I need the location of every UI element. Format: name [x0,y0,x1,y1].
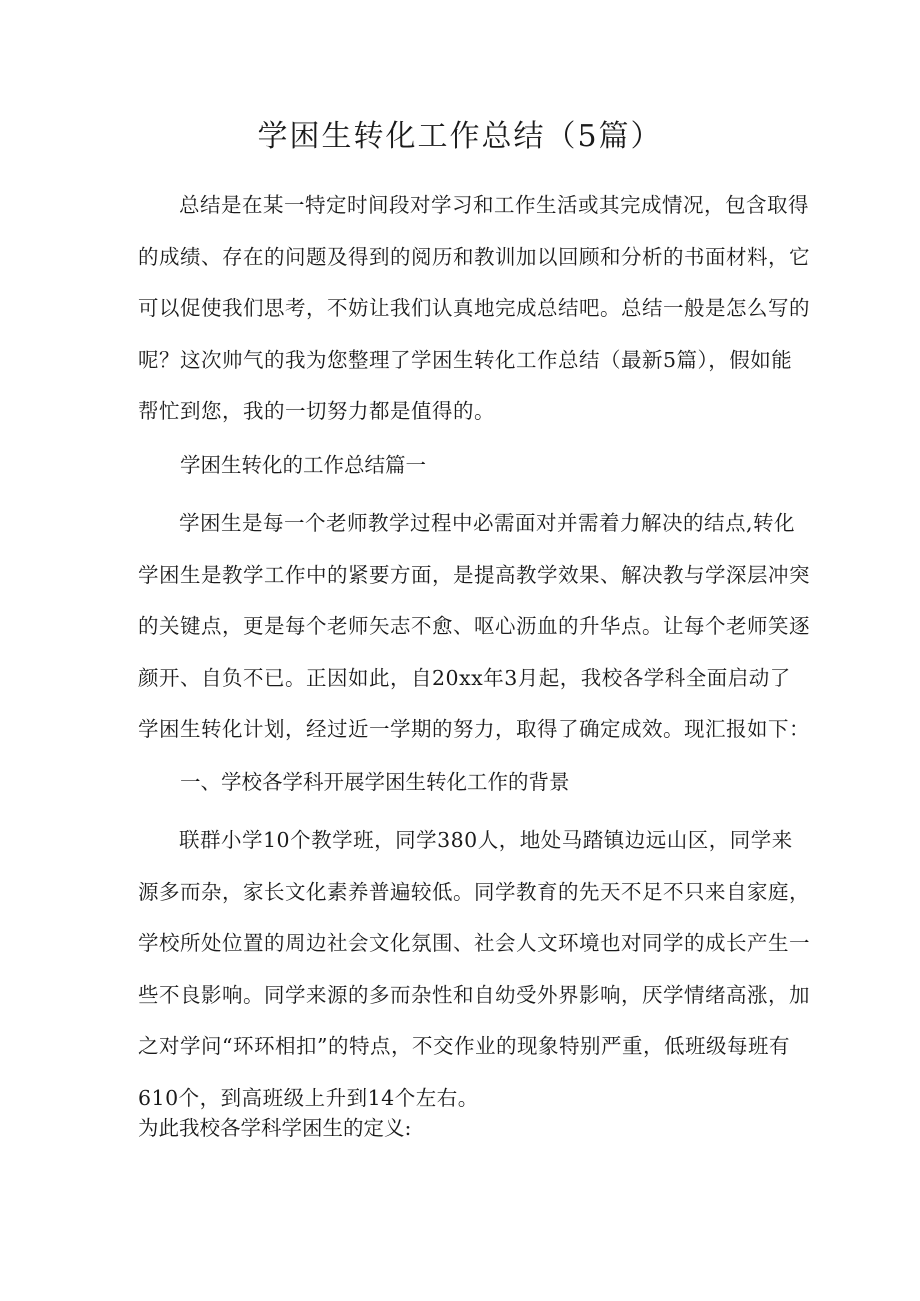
para2-line: 源多而杂，家长文化素养普遍较低。同学教育的先天不足不只来自家庭， [138,879,810,904]
intro-line: 总结是在某一特定时间段对学习和工作生活或其完成情况，包含取得 [179,193,809,217]
para2-line: 联群小学10个教学班，同学380人，地处马踏镇边远山区，同学来 [179,828,793,852]
para2-line: 610个，到高班级上升到14个左右。 [138,1085,479,1110]
para1-line: 学困生是教学工作中的紧要方面，是提高教学效果、解决教与学深层冲突 [138,562,810,587]
para1-line: 的关键点，更是每个老师矢志不愈、呕心沥血的升华点。让每个老师笑逐 [138,614,810,638]
background-paragraph [138,815,810,1124]
document-title: 学困生转化工作总结（5篇） [257,119,663,154]
para2-line: 些不良影响。同学来源的多而杂性和自幼受外界影响，厌学情绪高涨，加 [138,982,810,1007]
closing-line: 为此我校各学科学困生的定义: [138,1116,412,1140]
intro-line: 的成绩、存在的问题及得到的阅历和教训加以回顾和分析的书面材料，它 [138,244,810,269]
para2-line: 学校所处位置的周边社会文化氛围、社会人文环境也对同学的成长产生一 [138,931,810,955]
intro-line: 呢？这次帅气的我为您整理了学困生转化工作总结（最新5篇），假如能 [138,347,793,372]
intro-line: 帮忙到您，我的一切努力都是值得的。 [138,399,495,423]
section1-paragraph [138,498,810,756]
para1-line: 学困生转化计划，经过近一学期的努力，取得了确定成效。现汇报如下： [138,717,810,741]
intro-line: 可以促使我们思考，不妨让我们认真地完成总结吧。总结一般是怎么写的 [138,296,810,320]
para1-line: 颜开、自负不已。正因如此，自20xx年3月起，我校各学科全面启动了 [138,665,791,690]
intro-paragraph [138,180,810,438]
para2-line: 之对学问“环环相扣”的特点，不交作业的现象特别严重，低班级每班有 [138,1034,790,1058]
subheading: 一、学校各学科开展学困生转化工作的背景 [180,770,570,794]
section-heading: 学困生转化的工作总结篇一 [180,453,426,477]
para1-line: 学困生是每一个老师教学过程中必需面对并需着力解决的结点,转化 [179,511,796,535]
